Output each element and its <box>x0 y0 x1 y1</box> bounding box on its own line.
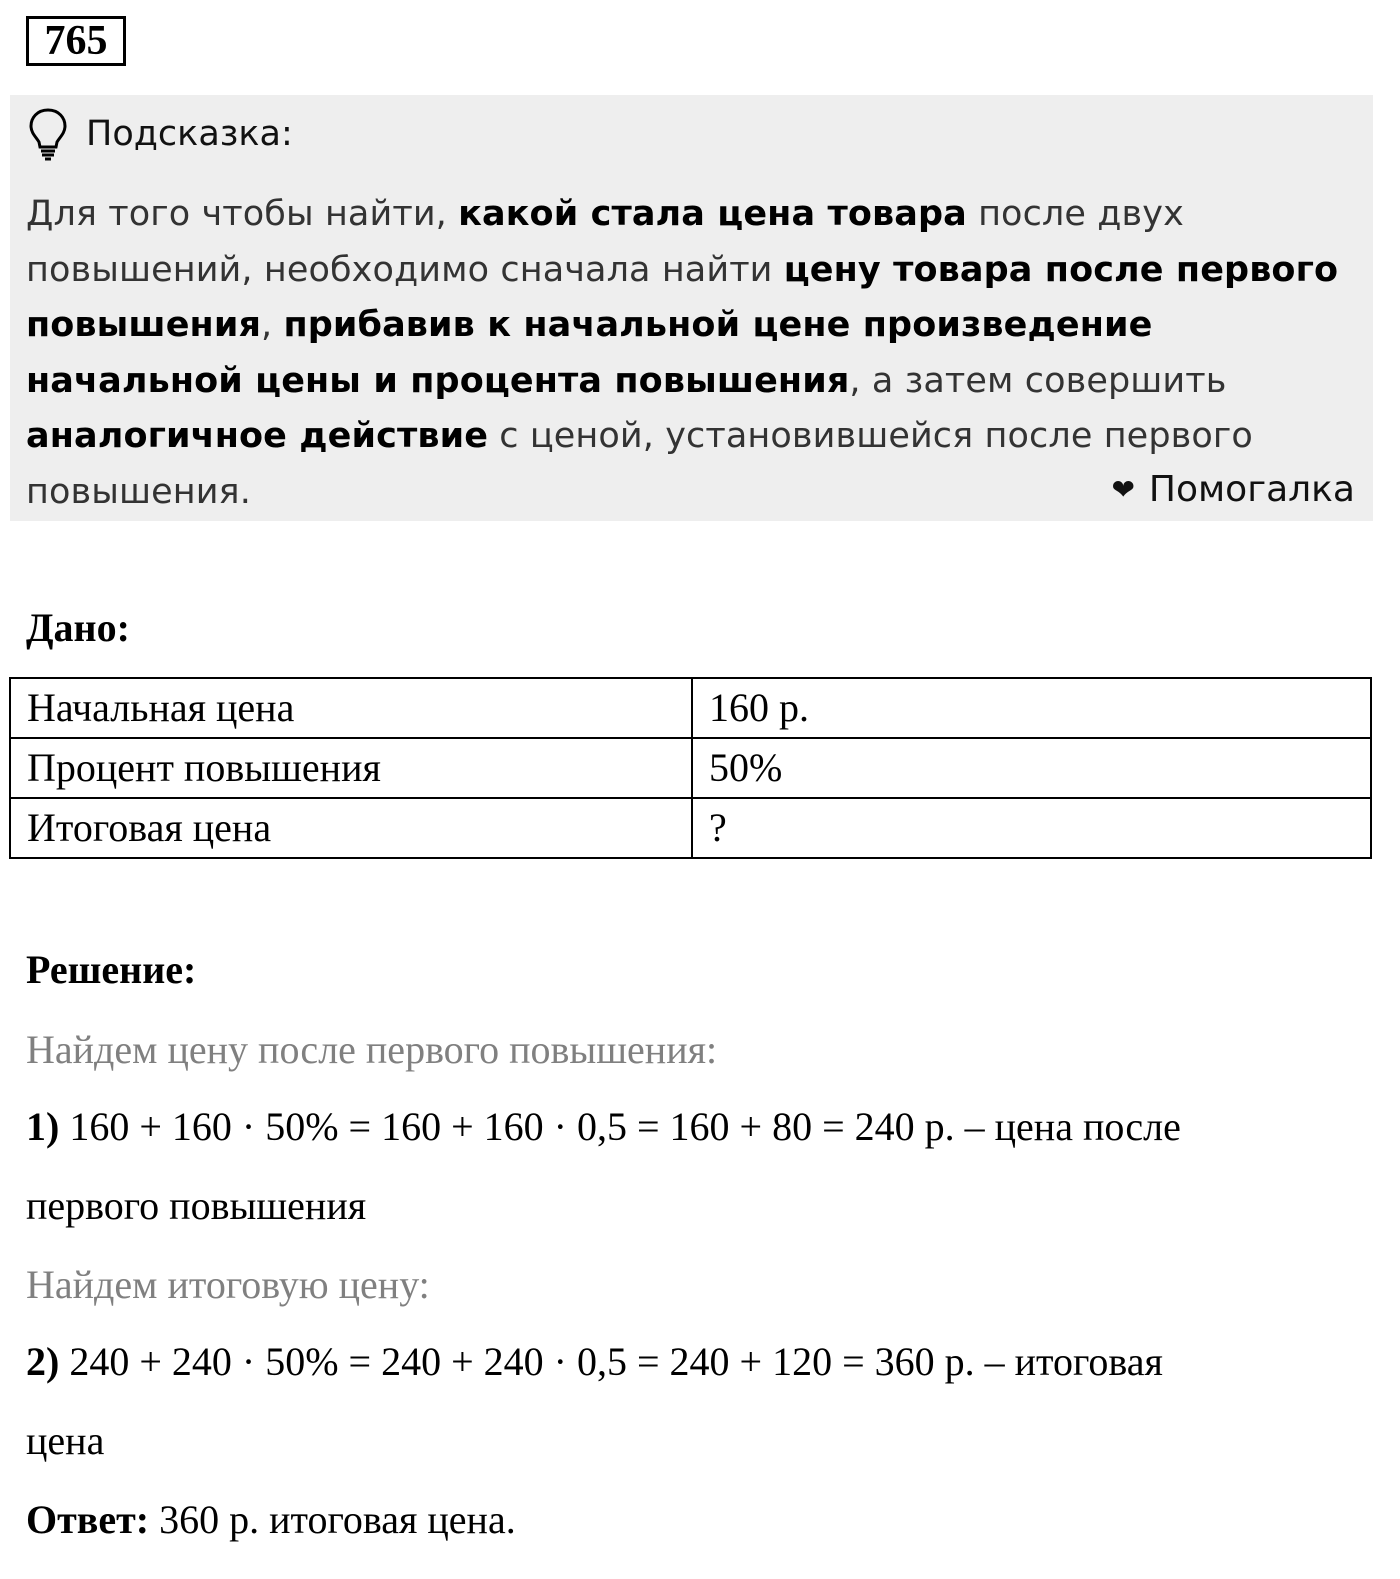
table-row <box>10 738 1371 798</box>
given-value: 160 р. <box>692 678 1371 738</box>
hint-title: Подсказка: <box>86 114 293 154</box>
step2-expression: 240 + 240 · 50% = 240 + 240 · 0,5 = 240 + 120 = 360 р. – итоговая <box>59 1339 1163 1384</box>
given-value: 50% <box>692 738 1371 798</box>
answer-text: 360 р. итоговая цена. <box>149 1497 516 1542</box>
hint-text-part: , <box>261 305 284 345</box>
answer-label: Ответ: <box>26 1497 150 1542</box>
hint-text-bold: какой стала цена товара <box>458 194 967 234</box>
solution-title: Решение: <box>26 947 197 992</box>
step1-continuation: первого повышения <box>26 1183 367 1228</box>
step1-number: 1) <box>26 1104 60 1149</box>
step1-expression: 160 + 160 · 50% = 160 + 160 · 0,5 = 160 + 80 = 240 р. – цена после <box>59 1104 1181 1149</box>
given-value: ? <box>692 798 1371 858</box>
heart-icon: ❤ <box>1111 473 1135 506</box>
table-row <box>10 798 1371 858</box>
brand-label <box>1111 467 1355 513</box>
given-label: Процент повышения <box>10 738 692 798</box>
hint-text-part: после двух повышений, необходимо сначала найти <box>26 194 1184 290</box>
hint-box <box>10 95 1373 521</box>
hint-text-part: с ценой, установившейся после первого повышения. <box>26 416 1253 512</box>
given-title: Дано: <box>26 605 130 650</box>
step1-line <box>26 1103 1181 1151</box>
table-row <box>10 678 1371 738</box>
hint-text-bold: прибавив к начальной цене произведение начальной цены и процента повышения <box>26 305 1153 401</box>
step2-intro: Найдем итоговую цену: <box>26 1262 430 1307</box>
step1-intro: Найдем цену после первого повышения: <box>26 1027 718 1072</box>
lightbulb-icon <box>28 107 68 161</box>
hint-header <box>28 107 293 161</box>
given-label: Начальная цена <box>10 678 692 738</box>
step2-continuation: цена <box>26 1418 105 1463</box>
hint-text-bold: аналогичное действие <box>26 416 489 456</box>
brand-name: Помогалка <box>1148 469 1355 510</box>
hint-text-bold: цену товара после первого повышения <box>26 249 1339 345</box>
step2-line <box>26 1338 1163 1386</box>
step2-number: 2) <box>26 1339 60 1384</box>
hint-text-part: , а затем совершить <box>849 360 1227 401</box>
hint-text-part: Для того чтобы найти, <box>26 194 459 234</box>
given-table <box>9 677 1372 859</box>
given-label: Итоговая цена <box>10 798 692 858</box>
task-number: 765 <box>26 16 126 66</box>
answer-line <box>26 1496 516 1544</box>
